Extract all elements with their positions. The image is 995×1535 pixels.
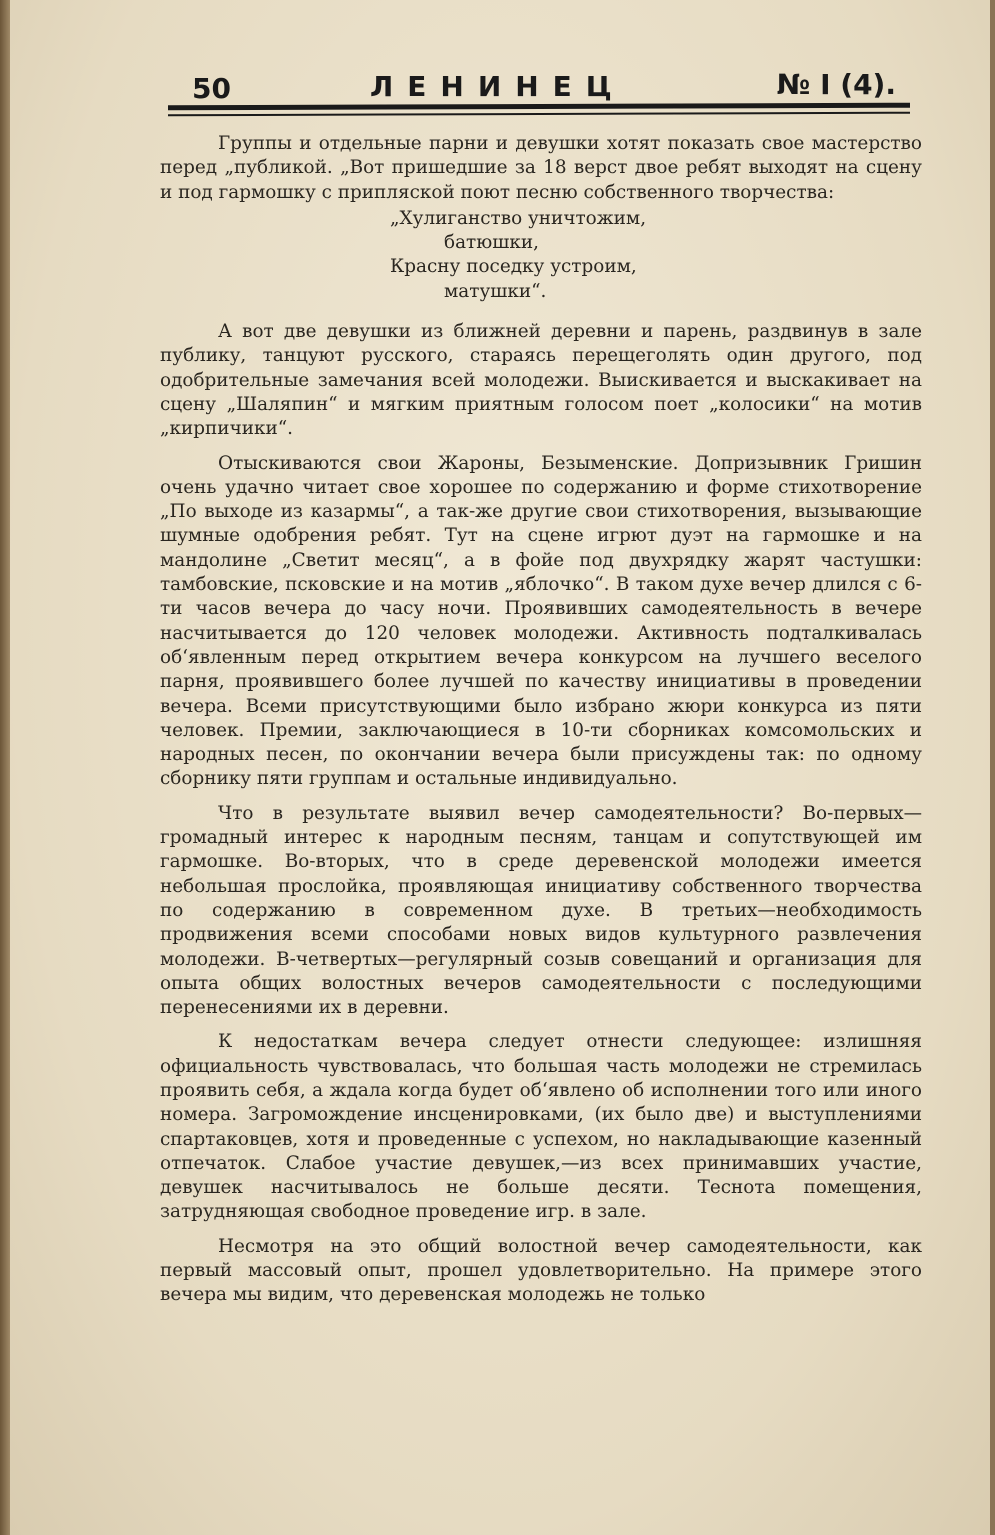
page-header <box>180 62 910 108</box>
verse-line-2: батюшки, <box>444 232 539 254</box>
paragraph-5: К недостаткам вечера следует отнести следующее: излишняя официальность чувствовалась, что большая часть молодежи не стремилась проявить себя, а ждала когда будет об‘явлено об исполнении того или иного номера. Загромождение инсценировками, (их было две) и выступлениями спартаковцев, хотя и проведенные с успехом, но накладывающие казенный отпечаток. Слабое участие девушек,—из всех принимавших участие, девушек насчитывалось не больше десяти. Теснота помещения, затрудняющая свободное проведение игр. в зале. <box>160 1031 922 1223</box>
issue-number: № I (4). <box>776 68 896 101</box>
journal-title: ЛЕНИНЕЦ <box>370 70 626 103</box>
verse-block <box>160 207 922 304</box>
verse-line-1: „Хулиганство уничтожим, <box>390 207 647 229</box>
verse-line-3: Красну поседку устроим, <box>390 256 637 278</box>
article-body <box>160 132 922 1308</box>
page-binding-edge <box>0 0 10 1535</box>
paragraph-2: А вот две девушки из ближней деревни и парень, раздвинув в зале публику, танцуют русского, стараясь перещеголять один другого, под одобрительные замечания всей молодежи. Выискивается и выскакивает на сцену „Шаляпин“ и мягким приятным голосом поет „колосики“ на мотив „кирпичики“. <box>160 321 922 440</box>
paragraph-1: Группы и отдельные парни и девушки хотят показать свое мастерство перед „публикой. „Вот пришедшие за 18 верст двое ребят выходят на сцену и под гармошку с припляской поют песню собственного творчества: <box>160 133 922 203</box>
page-number: 50 <box>192 72 231 105</box>
verse-line-4: матушки“. <box>444 280 547 302</box>
paragraph-4: Что в результате выявил вечер самодеятельности? Во-первых—громадный интерес к народным песням, танцам и сопутствующей им гармошке. Во-вторых, что в среде деревенской молодежи имеется небольшая прослойка, проявляющая инициативу собственного творчества по содержанию в современном духе. В третьих—необходимость продвижения всеми способами новых видов культурного развлечения молодежи. В-четвертых—регулярный созыв совещаний и организация для опыта общих волостных вечеров самодеятельности с последующими перенесениями их в деревни. <box>160 802 922 1019</box>
paragraph-6: Несмотря на это общий волостной вечер самодеятельности, как первый массовый опыт, прошел удовлетворительно. На примере этого вечера мы видим, что деревенская молодежь не только <box>160 1235 922 1306</box>
paragraph-3: Отыскиваются свои Жароны, Безыменские. Допризывник Гришин очень удачно читает свое хорошее по содержанию и форме стихотворение „По выходе из казармы“, а так-же другие свои стихотворения, вызывающие шумные одобрения ребят. Тут на сцене игрют дуэт на гармошке и на мандолине „Светит месяц“, а в фойе под двухрядку жарят частушки: тамбовские, псковские и на мотив „яблочко“. В таком духе вечер длился с 6-ти часов вечера до часу ночи. Проявивших самодеятельность в вечере насчитывается до 120 человек молодежи. Активность подталкивалась об‘явленным перед открытием вечера конкурсом на лучшего веселого парня, проявившего более лучшей по качеству инициативы в проведении вечера. Всеми присутствующими было избрано жюри конкурса из пяти человек. Премии, заключающиеся в 10-ти сборниках комсомольских и народных песен, по окончании вечера были присуждены так: по одному сборнику пяти группам и остальные индивидуально. <box>160 452 922 790</box>
